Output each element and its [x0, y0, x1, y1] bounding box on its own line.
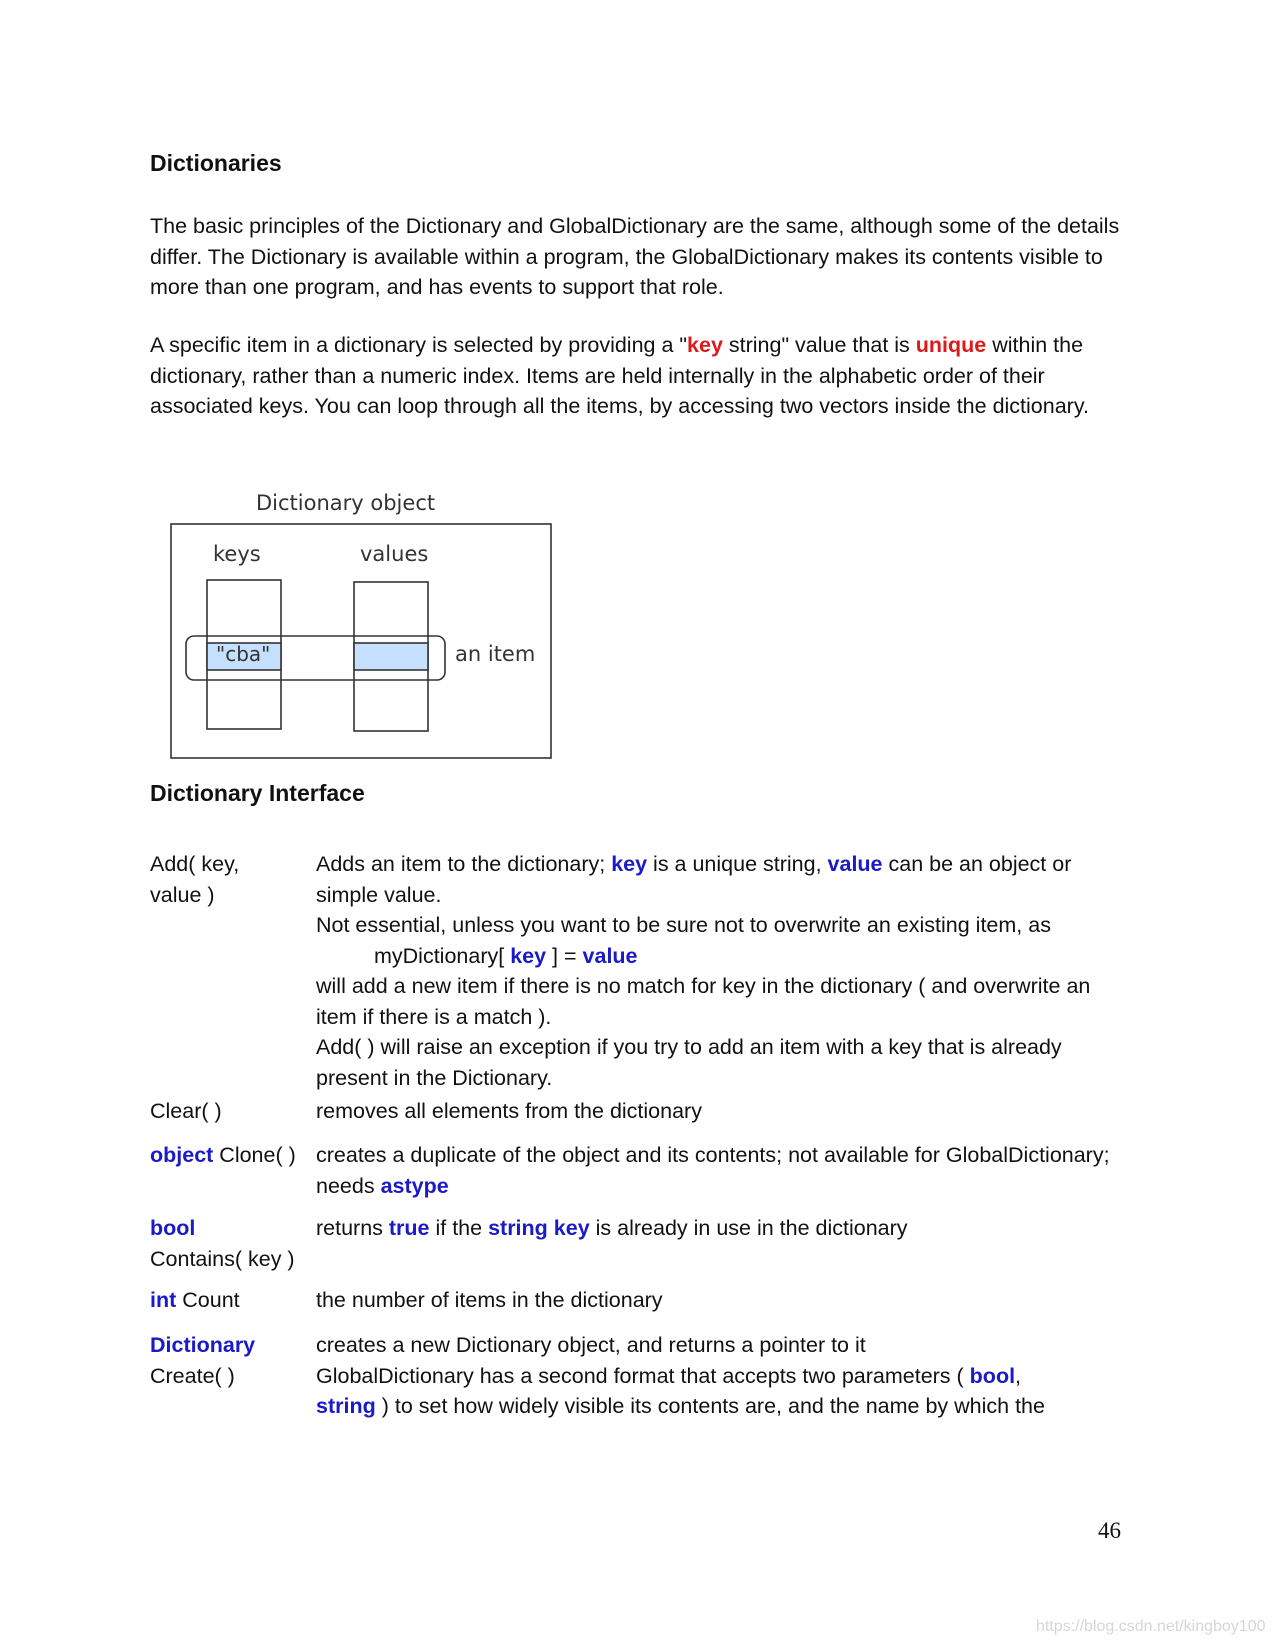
desc-line: Add( ) will raise an exception if you try to add an item with a key that is already present in the Dictionary.	[316, 1035, 1062, 1090]
keyword-string-key: string key	[488, 1216, 590, 1240]
desc-line: will add a new item if there is no match for key in the dictionary ( and overwrite an item if there is a match ).	[316, 974, 1091, 1029]
text-run: creates a duplicate of the object and its contents; not available for GlobalDictionary; needs	[316, 1143, 1110, 1198]
keyword-true: true	[388, 1216, 430, 1240]
text-run: within the dictionary, rather than a numeric index. Items are held internally in the alphabetic order of their associated keys. You can loop through all the items, by accessing two vectors inside the dictionary.	[150, 333, 1089, 418]
text-run: returns	[316, 1216, 389, 1240]
method-description	[316, 1330, 1126, 1422]
return-type: bool	[150, 1216, 196, 1240]
method-description: removes all elements from the dictionary	[316, 1099, 702, 1123]
keyword-value: value	[582, 943, 638, 968]
text-run: is already in use in the dictionary	[589, 1216, 908, 1240]
text-run: ,	[1015, 1363, 1022, 1388]
text-run: if the	[429, 1216, 489, 1240]
text-run: Count	[176, 1288, 240, 1312]
text-run: Contains( key )	[150, 1246, 295, 1271]
diagram-graphic	[150, 495, 570, 775]
dictionary-diagram	[150, 491, 570, 775]
method-name	[150, 1285, 308, 1316]
method-name	[150, 1330, 308, 1391]
text-run: Create( )	[150, 1363, 235, 1388]
code-line	[316, 941, 1126, 972]
desc-line	[316, 849, 1126, 910]
method-name	[150, 1213, 308, 1274]
value-cell-highlight	[354, 643, 428, 670]
text-run: GlobalDictionary has a second format that accepts two parameters (	[316, 1363, 970, 1388]
an-item-label: an item	[455, 642, 536, 666]
keyword-key: key	[611, 852, 648, 876]
key-cell-text: "cba"	[216, 642, 271, 666]
text-run: string" value that is	[722, 333, 916, 357]
key-paragraph	[150, 330, 1125, 422]
method-name: Clear( )	[150, 1099, 222, 1123]
keyword-key: key	[687, 333, 723, 357]
keyword-bool: bool	[969, 1363, 1016, 1388]
diagram-title: Dictionary object	[256, 491, 436, 515]
text-run: A specific item in a dictionary is selected by providing a "	[150, 333, 688, 357]
watermark: https://blog.csdn.net/kingboy100	[1036, 1618, 1266, 1635]
method-name: Add( key, value )	[150, 852, 240, 907]
keyword-key: key	[510, 943, 547, 968]
desc-line: creates a new Dictionary object, and returns a pointer to it	[316, 1333, 866, 1357]
method-description: the number of items in the dictionary	[316, 1288, 663, 1312]
method-description	[316, 1140, 1126, 1201]
text-run: Clone( )	[213, 1143, 296, 1167]
method-name	[150, 1140, 308, 1171]
section-heading-dictionaries: Dictionaries	[150, 150, 282, 176]
keyword-astype: astype	[380, 1173, 449, 1198]
keyword-unique: unique	[915, 333, 987, 357]
intro-paragraph: The basic principles of the Dictionary and GlobalDictionary are the same, although some of the details differ. The Dictionary is available within a program, the GlobalDictionary makes its contents visible to more than one program, and has events to support that role.	[150, 214, 1120, 299]
section-heading-interface: Dictionary Interface	[150, 780, 365, 806]
text-run: Adds an item to the dictionary;	[316, 852, 612, 876]
keys-label: keys	[213, 542, 261, 566]
text-run: ] =	[546, 943, 583, 968]
desc-line: Not essential, unless you want to be sure not to overwrite an existing item, as	[316, 913, 1051, 937]
return-type: int	[150, 1288, 177, 1312]
method-description	[316, 849, 1126, 1093]
method-description	[316, 1213, 1126, 1244]
return-type: object	[150, 1143, 214, 1167]
keyword-string: string	[316, 1394, 376, 1418]
text-run: myDictionary[	[374, 943, 511, 968]
keyword-value: value	[827, 852, 883, 876]
text-run: ) to set how widely visible its contents are, and the name by which the	[375, 1394, 1045, 1418]
text-run: can be an object or simple value.	[316, 852, 1072, 907]
return-type: Dictionary	[150, 1333, 256, 1357]
values-label: values	[360, 542, 429, 566]
text-run: is a unique string,	[647, 852, 828, 876]
desc-line	[316, 1361, 1126, 1392]
page-number: 46	[1098, 1518, 1121, 1543]
desc-line	[316, 1391, 1126, 1422]
